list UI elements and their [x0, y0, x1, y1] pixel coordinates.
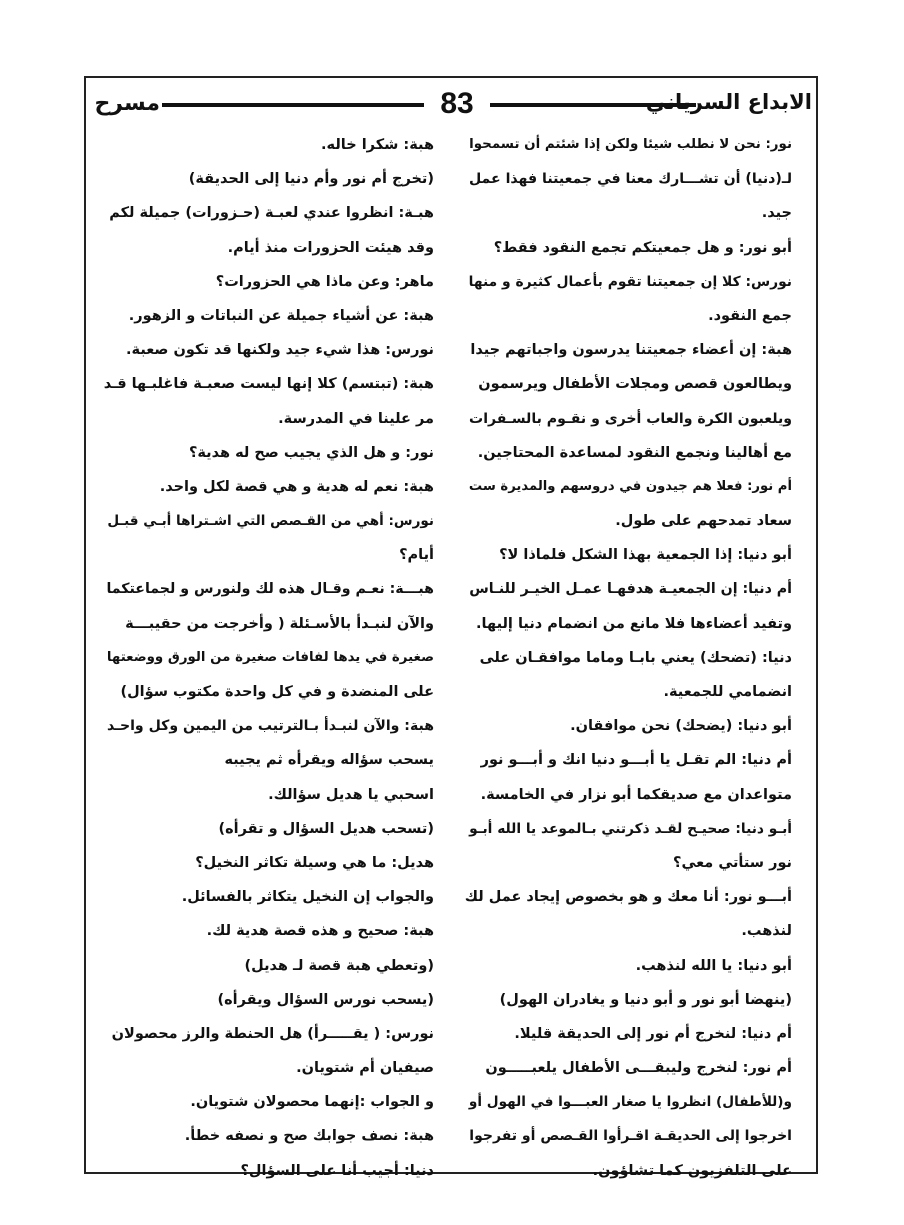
text-line: ويلعبون الكرة والعاب أخرى و نقـوم بالسـفرات — [469, 410, 792, 427]
text-line: أبـــو نور: أنا معك و هو بخصوص إيجاد عمل لك — [464, 889, 792, 906]
text-line: هديل: ما هي وسيلة تكاثر النخيل؟ — [195, 854, 434, 871]
text-line: صغيرة في يدها لفافات صغيرة من الورق ووضعتها — [106, 649, 434, 665]
text-line: و(للأطفال) انظروا يا صغار العبـــوا في الهول أو — [468, 1094, 792, 1111]
text-line: أبو دنيا: إذا الجمعية بهذا الشكل فلماذا لا؟ — [499, 547, 792, 564]
text-line: نورس: ( يقـــــرأ) هل الحنطة والرز محصولان — [111, 1025, 434, 1042]
text-line: مر علينا في المدرسة. — [278, 410, 434, 427]
text-line: (وتعطي هبة قصة لـ هديل) — [244, 957, 434, 974]
text-line: صيفيان أم شتويان. — [296, 1060, 434, 1077]
section-label: مسرح — [94, 91, 160, 116]
text-line: أم دنيا: الم تقـل يا أبـــو دنيا انك و أبـــو نور — [480, 752, 792, 769]
text-line: أبو دنيا: (يضحك) نحن موافقان. — [570, 718, 792, 735]
text-line: أم دنيا: إن الجمعيـة هدفهـا عمـل الخيـر للنـاس — [469, 581, 792, 598]
text-line: والجواب إن النخيل يتكاثر بالفسائل. — [181, 889, 434, 906]
text-line: هبـــة: نعـم وقـال هذه لك ولنورس و لجماعتكما — [106, 581, 434, 598]
left-column — [100, 128, 434, 1188]
text-line: ماهر: وعن ماذا هي الحزورات؟ — [215, 273, 434, 290]
text-line: هبة: نصف جوابك صح و نصفه خطأ. — [184, 1128, 434, 1145]
text-line: هبة: شكرا خاله. — [321, 137, 434, 153]
text-line: متواعدان مع صديقكما أبو نزار في الخامسة. — [480, 786, 792, 803]
text-line: انضمامي للجمعية. — [663, 684, 792, 700]
text-line: نورس: كلا إن جمعيتنا تقوم بأعمال كثيرة و منها — [468, 273, 792, 290]
text-line: أم دنيا: لنخرج أم نور إلى الحديقة قليلا. — [514, 1025, 792, 1042]
text-line: مع أهالينا ونجمع النقود لمساعدة المحتاجين. — [477, 444, 792, 461]
text-line: (ينهضا أبو نور و أبو دنيا و يغادران الهول) — [499, 991, 792, 1008]
text-line: هبة: والآن لنبـدأ بـالترتيب من اليمين وكل واحـد — [107, 718, 434, 735]
text-line: أيام؟ — [399, 547, 434, 564]
text-line: دنيا: (تضحك) يعني بابـا وماما موافقـان على — [479, 649, 792, 666]
text-line: على التلفزيون كما تشاؤون. — [592, 1162, 792, 1179]
page-header — [94, 84, 812, 124]
text-line: هبة: (تبتسم) كلا إنها ليست صعبـة فاغلبـها قـد — [103, 376, 434, 393]
text-line: جمع النقود. — [708, 307, 792, 324]
text-line: لـ(دنيا) أن تشـــارك معنا في جمعيتنا فهذا عمل — [468, 171, 792, 188]
text-line: سعاد تمدحهم على طول. — [615, 513, 792, 530]
text-line: هبـة: انظروا عندي لعبـة (حـزورات) جميلة لكم — [109, 205, 434, 222]
text-line: جيد. — [761, 205, 792, 222]
text-line: على المنضدة و في كل واحدة مكتوب سؤال) — [120, 684, 434, 700]
text-line: هبة: نعم له هدية و هي قصة لكل واحد. — [159, 478, 434, 495]
text-line: اسحبي يا هديل سؤالك. — [268, 786, 434, 803]
magazine-title: الابداع السرياني — [645, 90, 812, 114]
page-number: 83 — [440, 87, 474, 120]
text-line: وقد هيئت الحزورات منذ أيام. — [227, 239, 434, 256]
text-line: أم نور: لنخرج وليبقـــى الأطفال يلعبـــــون — [485, 1060, 792, 1077]
text-line: نورس: هذا شيء جيد ولكنها قد تكون صعبة. — [126, 342, 434, 359]
text-line: هبة: إن أعضاء جمعيتنا يدرسون واجباتهم جيدا — [470, 342, 792, 359]
text-line: أبـو دنيا: صحيـح لقـد ذكرتني بـالموعد يا الله أبـو — [469, 820, 792, 837]
text-line: نور: و هل الذي يجيب صح له هدية؟ — [188, 444, 434, 461]
text-line: أم نور: فعلا هم جيدون في دروسهم والمديرة ست — [468, 478, 792, 494]
text-line: (يسحب نورس السؤال ويقرأه) — [217, 991, 434, 1008]
text-line: (تسحب هديل السؤال و تقرأه) — [218, 820, 434, 837]
text-line: و الجواب :إنهما محصولان شتويان. — [190, 1094, 434, 1111]
text-line: نورس: أهي من القـصص التي اشـتراها أبـي قبـل — [107, 513, 434, 530]
text-line: يسحب سؤاله ويقرأه ثم يجيبه — [224, 752, 434, 769]
text-line: أبو نور: و هل جمعيتكم تجمع النقود فقط؟ — [493, 239, 792, 256]
text-line: نور: نحن لا نطلب شيئا ولكن إذا شئتم أن تسمحوا — [469, 137, 792, 152]
right-column — [462, 128, 792, 1188]
text-line: ويطالعون قصص ومجلات الأطفال ويرسمون — [478, 376, 792, 393]
text-line: دنيا: أجيب أنا على السؤال؟ — [240, 1162, 434, 1179]
text-line: (تخرج أم نور وأم دنيا إلى الحديقة) — [188, 171, 434, 188]
text-line: والآن لنبـدأ بالأسـئلة ( وأخرجت من حقيبـــة — [125, 615, 434, 632]
text-line: هبة: عن أشياء جميلة عن النباتات و الزهور. — [128, 307, 434, 324]
text-line: هبة: صحيح و هذه قصة هدية لك. — [206, 923, 434, 940]
text-line: اخرجوا إلى الحديقـة اقـرأوا القـصص أو تفرجوا — [469, 1128, 792, 1145]
text-line: لنذهب. — [741, 923, 792, 940]
header-rule-left — [162, 103, 424, 107]
text-line: أبو دنيا: يا الله لنذهب. — [635, 957, 792, 974]
text-line: وتفيد أعضاءها فلا مانع من انضمام دنيا إليها. — [476, 615, 792, 632]
text-line: نور ستأتي معي؟ — [673, 854, 792, 871]
